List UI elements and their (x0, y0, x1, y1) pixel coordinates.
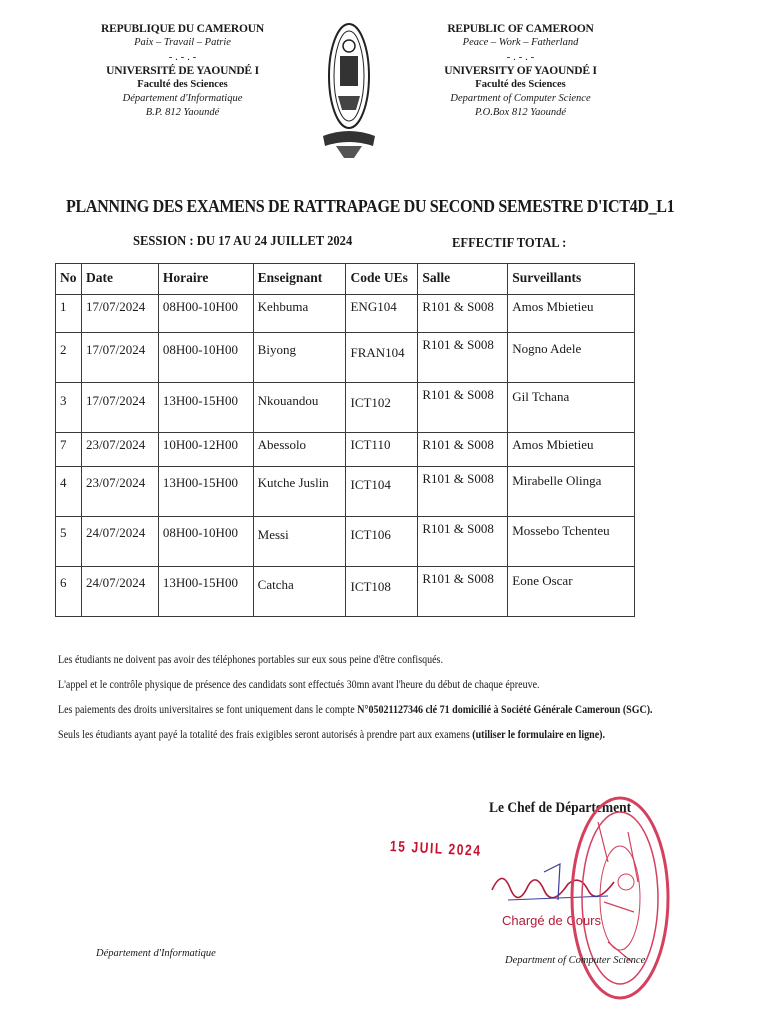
cell-horaire: 08H00-10H00 (158, 295, 253, 333)
cell-date: 17/07/2024 (81, 295, 158, 333)
cell-enseignant: Kutche Juslin (253, 467, 346, 517)
cell-code: ICT106 (346, 517, 418, 567)
country-en: REPUBLIC OF CAMEROON (447, 23, 594, 35)
cell-no: 7 (56, 433, 82, 467)
header-left (100, 22, 265, 120)
rule-phones: Les étudiants ne doivent pas avoir des téléphones portables sur eux sous peine d'être confisqués. (58, 654, 443, 666)
address-en: P.O.Box 812 Yaoundé (474, 107, 566, 118)
country-fr: REPUBLIQUE DU CAMEROUN (101, 23, 264, 35)
cell-salle: R101 & S008 (418, 333, 508, 383)
table-row (56, 517, 635, 567)
header-no: No (56, 264, 82, 295)
cell-date: 23/07/2024 (81, 433, 158, 467)
cell-no: 5 (56, 517, 82, 567)
separator: - . - . - (168, 51, 197, 63)
table-row (56, 433, 635, 467)
header-horaire: Horaire (158, 264, 253, 295)
cell-no: 1 (56, 295, 82, 333)
cell-surveillant: Eone Oscar (508, 567, 635, 617)
footer-department: Département d'Informatique (96, 948, 216, 959)
cell-code: ICT110 (346, 433, 418, 467)
cell-salle: R101 & S008 (418, 295, 508, 333)
document-title: PLANNING DES EXAMENS DE RATTRAPAGE DU SECOND SEMESTRE D'ICT4D_L1 (66, 196, 675, 216)
online-form-note: (utiliser le formulaire en ligne). (472, 729, 605, 741)
cell-horaire: 10H00-12H00 (158, 433, 253, 467)
cell-salle: R101 & S008 (418, 467, 508, 517)
cell-code: FRAN104 (346, 333, 418, 383)
cell-no: 3 (56, 383, 82, 433)
cell-surveillant: Mirabelle Olinga (508, 467, 635, 517)
bank-account: N°05021127346 clé 71 domicilié à Société Générale Cameroun (SGC). (357, 704, 653, 716)
cell-date: 24/07/2024 (81, 567, 158, 617)
cell-surveillant: Amos Mbietieu (508, 433, 635, 467)
rule-eligibility-text: Seuls les étudiants ayant payé la totalité des frais exigibles seront autorisés à prendre part aux examens (58, 729, 473, 741)
cell-surveillant: Amos Mbietieu (508, 295, 635, 333)
session-dates: SESSION : DU 17 AU 24 JUILLET 2024 (133, 234, 353, 249)
cell-code: ENG104 (346, 295, 418, 333)
cell-no: 6 (56, 567, 82, 617)
total-enrollment-label: EFFECTIF TOTAL : (452, 236, 567, 251)
rule-payment (58, 698, 653, 723)
lecturer-stamp-text: Chargé de Cours (502, 913, 601, 928)
department-en: Department of Computer Science (450, 93, 591, 104)
table-row (56, 567, 635, 617)
cell-horaire: 13H00-15H00 (158, 567, 253, 617)
cell-surveillant: Nogno Adele (508, 333, 635, 383)
university-en: UNIVERSITY OF YAOUNDÉ I (444, 65, 597, 77)
cell-salle: R101 & S008 (418, 517, 508, 567)
cell-horaire: 13H00-15H00 (158, 467, 253, 517)
cell-horaire: 08H00-10H00 (158, 333, 253, 383)
header-surveillants: Surveillants (508, 264, 635, 295)
cell-code: ICT104 (346, 467, 418, 517)
cell-surveillant: Mossebo Tchenteu (508, 517, 635, 567)
department-head-title: Le Chef de Département (489, 800, 632, 816)
exam-schedule-table (55, 263, 635, 617)
cell-date: 23/07/2024 (81, 467, 158, 517)
header-right (438, 22, 603, 120)
header-date: Date (81, 264, 158, 295)
official-department-seal (568, 792, 672, 1004)
table-row (56, 467, 635, 517)
table-row (56, 333, 635, 383)
rule-eligibility (58, 723, 615, 748)
cell-horaire: 08H00-10H00 (158, 517, 253, 567)
separator: - . - . - (506, 51, 535, 63)
cell-date: 17/07/2024 (81, 333, 158, 383)
cell-enseignant: Abessolo (253, 433, 346, 467)
table-row (56, 383, 635, 433)
department-fr: Département d'Informatique (122, 93, 243, 104)
header-code-ues: Code UEs (346, 264, 418, 295)
cell-salle: R101 & S008 (418, 433, 508, 467)
cell-horaire: 13H00-15H00 (158, 383, 253, 433)
cell-surveillant: Gil Tchana (508, 383, 635, 433)
university-crest-logo (318, 18, 380, 170)
header-salle: Salle (418, 264, 508, 295)
faculty-en: Faculté des Sciences (475, 79, 566, 90)
footer-department-en: Department of Computer Science (505, 955, 646, 966)
cell-code: ICT108 (346, 567, 418, 617)
cell-date: 17/07/2024 (81, 383, 158, 433)
table-header-row (56, 264, 635, 295)
cell-enseignant: Biyong (253, 333, 346, 383)
table-row (56, 295, 635, 333)
date-stamp: 15 JUIL 2024 (389, 838, 483, 860)
cell-enseignant: Messi (253, 517, 346, 567)
cell-no: 2 (56, 333, 82, 383)
cell-date: 24/07/2024 (81, 517, 158, 567)
rule-payment-text: Les paiements des droits universitaires se font uniquement dans le compte (58, 704, 358, 716)
cell-enseignant: Nkouandou (253, 383, 346, 433)
motto-en: Peace – Work – Fatherland (462, 37, 579, 48)
address-fr: B.P. 812 Yaoundé (145, 107, 220, 118)
motto-fr: Paix – Travail – Patrie (134, 37, 231, 48)
header-enseignant: Enseignant (253, 264, 346, 295)
cell-salle: R101 & S008 (418, 567, 508, 617)
cell-enseignant: Kehbuma (253, 295, 346, 333)
cell-no: 4 (56, 467, 82, 517)
exam-rules (58, 648, 698, 748)
rule-attendance: L'appel et le contrôle physique de présence des candidats sont effectués 30mn avant l'heure du début de chaque épreuve. (58, 679, 540, 691)
cell-enseignant: Catcha (253, 567, 346, 617)
cell-salle: R101 & S008 (418, 383, 508, 433)
faculty-fr: Faculté des Sciences (137, 79, 228, 90)
cell-code: ICT102 (346, 383, 418, 433)
university-fr: UNIVERSITÉ DE YAOUNDÉ I (106, 65, 259, 77)
